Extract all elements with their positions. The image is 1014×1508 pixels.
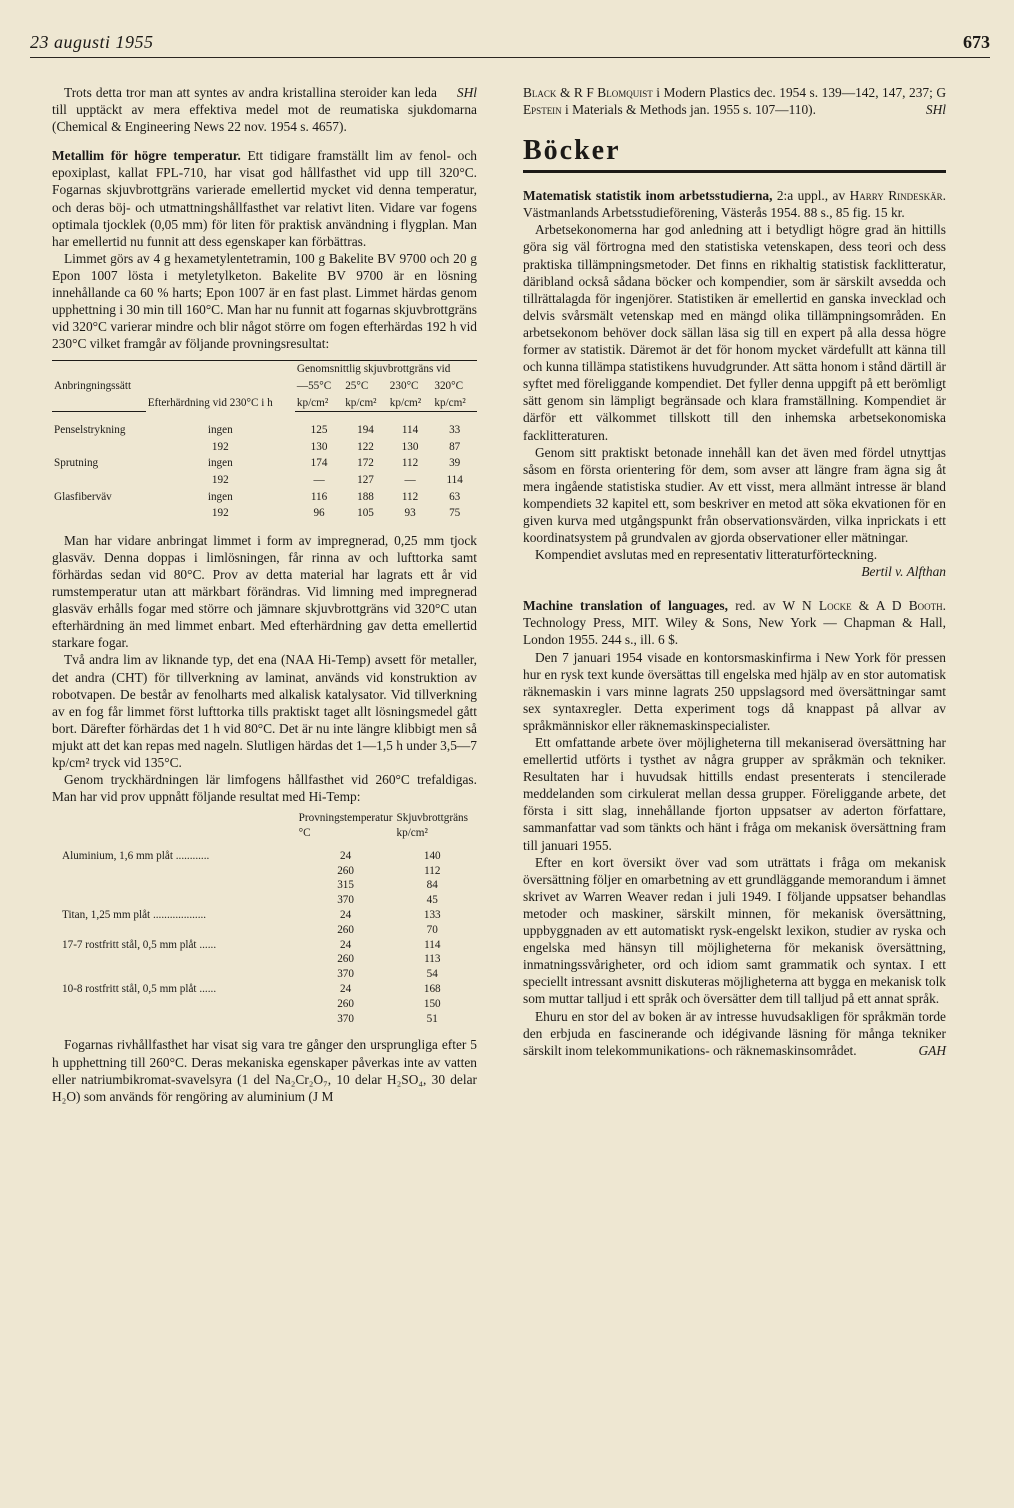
cell: 194	[357, 424, 374, 437]
right-column	[523, 84, 946, 1059]
cell: 370	[337, 968, 354, 981]
paragraph: Limmet görs av 4 g hexametylentetramin, 100 g Bakelite BV 9700 och 20 g Epon 1007 lösta i metyletylketon. Bakelite BV 9700 är en lösning innehållande ca 60 % harts; Epon 1007 är en fast plast. Limmet härdas genom upphettning i 30 min till 160°C. Man har nu funnit att fogarnas skjuvbrottgräns vid 320°C varierar mindre och blir något större om fogen efterhärdas 192 h vid 230°C vilket framgår av följande provningsresultat:	[52, 250, 477, 352]
cell: 168	[423, 983, 441, 996]
cell: 370	[337, 1012, 354, 1025]
section-title: Böcker	[523, 134, 946, 173]
col-header-shear: Skjuvbrottgräns kp/cm²	[396, 812, 468, 840]
col-header-temp: 320°C	[434, 380, 464, 392]
col-header-temp: —55°C	[296, 380, 332, 392]
left-column	[52, 84, 477, 1105]
paragraph: Två andra lim av liknande typ, det ena (NAA Hi-Temp) avsett för metaller, det andra (CHT) för tillverkning av laminat, används vid konstruktion av robotvapen. De består av fenolharts med alkalisk katalysator. Vid tillverkning av en fog får limmet först lufttorka tills praktiskt taget allt lösningsmedel gått bort. Därefter förhärdas det 1 h vid 80°C. Det är nu inte längre klibbigt men så mjukt att det kan repas med nageln. Slutligen härdas det 1—1,5 h under 3,5—7 kp/cm² tryck vid 135°C.	[52, 652, 477, 770]
cell	[60, 923, 297, 938]
cell: 130	[401, 440, 419, 453]
cell: 150	[423, 997, 441, 1010]
table-row	[60, 938, 470, 953]
cell: 125	[310, 424, 328, 437]
cell: ingen	[207, 424, 233, 437]
paragraph: Genom sitt praktiskt betonade innehåll kan det även med fördel utnyttjas såsom en första orientering för dem, som avser att längre fram ägna sig åt mera ingående statistiska studier. Av ett visst, mera allmänt intresse är bland kompendiets 32 kapitel ett, som beskriver en metod att söka ekvationen för en given kurva med utgångspunkt från observationsvärden, vilka inprickats i ett koordinatsystem på grundvalen av gjorda observationer eller mätningar.	[523, 444, 946, 546]
table-row	[52, 505, 477, 522]
author-name: Harry Rindeskär	[849, 188, 943, 204]
page-number: 673	[963, 32, 990, 52]
col-header-unit: kp/cm²	[343, 395, 388, 412]
paragraph-text: Trots detta tror man att syntes av andra kristallina steroider kan leda till upptäckt av mera effektiva medel mot de reumatiska sjukdomarna (Chemical & Engineering News 22 nov. 1954 s. 4657).	[52, 85, 477, 135]
shear-strength-table	[52, 360, 477, 521]
cell: 116	[310, 490, 328, 503]
cell: 192	[211, 440, 229, 453]
table-row	[60, 997, 470, 1012]
table-row	[52, 455, 477, 472]
col-header-afterhardening: Efterhärdning vid 230°C i h	[146, 361, 295, 412]
header-rule	[30, 57, 990, 58]
signature: Bertil v. Alfthan	[861, 564, 946, 580]
col-header-group: Genomsnittlig skjuvbrottgräns vid	[295, 361, 477, 378]
hitemp-results-table	[60, 811, 470, 1026]
cell: 24	[340, 983, 352, 996]
table-row	[60, 849, 470, 864]
table-row	[52, 489, 477, 506]
cell: 114	[401, 424, 419, 437]
cell: 63	[449, 490, 461, 503]
cell	[60, 997, 297, 1012]
book-meta: & A D	[851, 598, 909, 614]
cell: Aluminium, 1,6 mm plåt ............	[62, 849, 210, 862]
table-row	[52, 472, 477, 489]
paragraph: Man har vidare anbringat limmet i form av impregnerad, 0,25 mm tjock glasväv. Denna doppas i limlösningen, får rinna av och lufttorka samt förhärdas sedan vid 80°C. Prov av detta material har lagrats ett år vid rumstemperatur utan att märkbart förändras. Vid limning med impregnerad glasväv erhålls fogar med större och jämnare skjuvbrottgräns vid 320°C utan efterhärdning än med limmet enbart. Med efterhärdning gav detta emellertid starkare fogar.	[52, 532, 477, 651]
col-header-unit: kp/cm²	[295, 395, 343, 412]
cell: 112	[424, 864, 441, 877]
paragraph: Den 7 januari 1954 visade en kontorsmaskinfirma i New York för pressen hur en rysk text kunde översättas till engelska med hjälp av en stor automatisk räknemaskin i vars minne lagrats 250 uppslagsord med översättningar samt sex syntaxregler. Detta experiment togs då knappast på allvar av språkmänniskor eller räknemaskinspecialister.	[523, 649, 946, 733]
cell	[52, 439, 146, 456]
author-name: Black & R F Blomquist	[523, 85, 653, 100]
cell: 87	[449, 440, 461, 453]
cell: 114	[446, 473, 463, 486]
table-row	[52, 439, 477, 456]
paragraph-text: Kompendiet avslutas med en representativ litteraturförteckning.	[535, 547, 878, 563]
paragraph: Ett omfattande arbete över möjligheterna till mekaniserad översättning har emellertid utförts i tysthet av några grupper av språkmän och tekniker. Resultaten har i huvudsak hittills endast presenterats i stencilerade meddelanden som cirkulerat mellan dessa grupper. Föreliggande arbete, det första i sitt slag, innehållande fjorton uppsatser av aderton författare, sammanfattar vad som tänkts och hänt i fråga om mekanisk översättning fram till januari 1955.	[523, 735, 946, 853]
cell: 70	[426, 923, 438, 936]
author-name: Booth	[908, 598, 943, 614]
cell: 39	[449, 457, 461, 470]
cell: 260	[337, 997, 354, 1010]
col-header-test-temp: Provningstemperatur °C	[298, 812, 393, 840]
cell: 122	[357, 440, 374, 453]
table-row	[52, 422, 477, 439]
cell: 105	[357, 507, 374, 520]
table-row	[60, 923, 470, 938]
book-review-heading	[523, 597, 946, 648]
book-meta: . Västmanlands Arbetsstudieförening, Västerås 1954. 88 s., 85 fig. 15 kr.	[523, 188, 946, 221]
author-name: Locke	[818, 598, 852, 614]
cell: 112	[401, 457, 419, 470]
book-meta: . Technology Press, MIT. Wiley & Sons, New York — Chapman & Hall, London 1955. 244 s., ill. 6 $.	[523, 598, 946, 648]
paragraph	[52, 84, 477, 135]
table-row	[60, 893, 470, 908]
cell	[60, 1012, 297, 1027]
cell: 24	[340, 938, 352, 951]
paragraph-text: Ett tidigare framställt lim av fenol- och epoxiplast, kallat FPL-710, har visat god hållfasthet vid upp till 320°C. Fogarnas skjuvbrottgräns varierade emellertid mycket vid denna temperatur, och deras böj- och utmattningshållfasthet var relativt liten. Vidare var fogens optimala tjocklek (0,05 mm) för liten för praktisk användning i flygplan. Man har emellertid nu funnit att dess egenskaper kan förbättras.	[52, 148, 477, 249]
cell: 133	[423, 909, 441, 922]
reference-continuation	[523, 84, 946, 118]
paragraph: Genom tryckhärdningen lär limfogens hållfasthet vid 260°C trefaldigas. Man har vid prov uppnått följande resultat med Hi-Temp:	[52, 772, 477, 805]
cell: 315	[337, 879, 354, 892]
author-name: Epstein	[523, 102, 562, 118]
issue-date: 23 augusti 1955	[30, 32, 154, 52]
cell: 84	[426, 879, 438, 892]
cell	[60, 893, 297, 908]
paragraph-text: i Materials & Methods jan. 1955 s. 107—110).	[561, 102, 816, 118]
col-header-temp: 25°C	[345, 380, 369, 392]
cell: 75	[449, 507, 461, 520]
cell: 370	[337, 894, 354, 907]
paragraph: Arbetsekonomerna har god anledning att i betydligt högre grad än hittills göra sig väl förtrogna med den statistiska vetenskapen, dess teori och dess praktiska tillämpningsmetoder. Det finns en rikhaltig statistisk facklitteratur, däribland också sådana böcker och kompendier, som är särskilt avsedda och tillrättalagda för ingenjörer. Statistiken är emellertid en ganska invecklad och delvis svårsmält vetenskap med en mängd olika tillämpningsområden. En arbetsekonom behöver dock sällan läsa sig till en expert på alla dessa högre former av statistik. Däremot är det för honom mycket värdefullt att känna till och kunna tillämpa statistikens huvudgrunder. Att sätta honom i stånd därtill är syftet med föreliggande kompendiet. Det fyller denna uppgift på ett berömligt sätt genom sin lämpligt begränsade och klara framställning. Kompendiet är därför ett välkommet tillskott till den inhemska arbetsekonomiska facklitteraturen.	[523, 222, 946, 443]
cell: 24	[340, 909, 352, 922]
book-title: Machine translation of languages,	[523, 598, 728, 614]
cell: 192	[211, 507, 229, 520]
book-meta: 2:a uppl., av	[772, 188, 850, 204]
paragraph	[523, 1008, 946, 1059]
book-title: Matematisk statistik inom arbetsstudierna,	[523, 188, 773, 204]
cell: 114	[424, 938, 441, 951]
table-row	[60, 908, 470, 923]
book-meta: red. av W N	[728, 598, 819, 614]
cell: ingen	[207, 490, 233, 503]
cell: 112	[401, 490, 419, 503]
cell: 172	[357, 457, 374, 470]
cell: Sprutning	[54, 457, 99, 470]
cell: —	[313, 473, 325, 486]
col-header-temp: 230°C	[389, 380, 419, 392]
cell: ingen	[207, 457, 233, 470]
cell: 130	[310, 440, 328, 453]
col-header-unit: kp/cm²	[388, 395, 433, 412]
cell: 174	[310, 457, 328, 470]
cell	[60, 864, 297, 879]
cell: Penselstrykning	[54, 424, 126, 437]
cell: 33	[449, 424, 461, 437]
signature: GAH	[918, 1042, 946, 1058]
table-row	[60, 878, 470, 893]
article-heading: Metallim för högre temperatur.	[52, 148, 241, 164]
cell: 93	[404, 507, 416, 520]
cell	[52, 505, 146, 522]
cell: 260	[337, 923, 354, 936]
cell: —	[404, 473, 416, 486]
cell: Titan, 1,25 mm plåt ...................	[62, 909, 207, 922]
cell: 17-7 rostfritt stål, 0,5 mm plåt ......	[62, 938, 217, 951]
cell: 96	[313, 507, 325, 520]
table-row	[60, 982, 470, 997]
paragraph: Efter en kort översikt över vad som uträttats i fråga om mekanisk översättning följer en omarbetning av ett grundläggande memorandum i ämnet skrivet av Warren Weaver redan i juli 1949. I följande uppsatser behandlas metoder och maskiner, särskilt minnen, för mekanisk översättning, uppbyggnaden av ett automatiskt rysk-engelskt lexikon, studier av ryska och engelska med hänsyn till möjligheterna för mekanisk översättning, inmatningssvårigheter, ord och idiom samt grammatik och syntax. I ett speciellt intressant avsnitt diskuteras möjligheterna att bygga en mekanisk tolk som muttar talljud i ett språk och översätter dem till talljud på ett annat språk.	[523, 854, 946, 1007]
cell: 54	[426, 968, 438, 981]
cell: 188	[357, 490, 374, 503]
cell: Glasfiberväv	[54, 490, 112, 503]
cell	[60, 952, 297, 967]
col-header-method: Anbringningssätt	[52, 361, 146, 395]
cell: 113	[424, 953, 441, 966]
page-header	[30, 0, 990, 58]
cell: 260	[337, 864, 354, 877]
table-row	[60, 864, 470, 879]
signature: SHl	[925, 102, 946, 118]
paragraph: Fogarnas rivhållfasthet har visat sig vara tre gånger den ursprungliga efter 5 h upphettning till 260°C. Deras mekaniska egenskaper påverkas inte av vatten eller natriumbikromat-svavelsyra (1 del Na₂Cr₂O₇, 10 delar H₂SO₄, 30 delar H₂O) som används för rengöring av aluminium (J M	[52, 1037, 477, 1104]
article-metallim	[52, 147, 477, 250]
table-row	[60, 952, 470, 967]
cell	[52, 472, 146, 489]
cell: 51	[426, 1012, 438, 1025]
paragraph-text: i Modern Plastics dec. 1954 s. 139—142, 147, 237; G	[652, 85, 946, 100]
table-row	[60, 967, 470, 982]
paragraph-text: Ehuru en stor del av boken är av intresse huvudsakligen för språkmän torde den erbjuda en fascinerande och idégivande läsning för många tekniker särskilt inom telekommunikations- och räknemaskinsområdet.	[523, 1008, 946, 1058]
cell: 45	[426, 894, 438, 907]
paragraph	[523, 546, 946, 580]
cell: 127	[357, 473, 374, 486]
cell	[60, 878, 297, 893]
cell: 10-8 rostfritt stål, 0,5 mm plåt ......	[62, 983, 217, 996]
cell	[60, 967, 297, 982]
cell: 24	[340, 849, 352, 862]
cell: 260	[337, 953, 354, 966]
table-row	[60, 1012, 470, 1027]
col-header-unit: kp/cm²	[432, 395, 477, 412]
book-review-heading	[523, 187, 946, 221]
signature: SHl	[456, 85, 477, 100]
cell: 192	[211, 473, 229, 486]
cell: 140	[423, 849, 441, 862]
